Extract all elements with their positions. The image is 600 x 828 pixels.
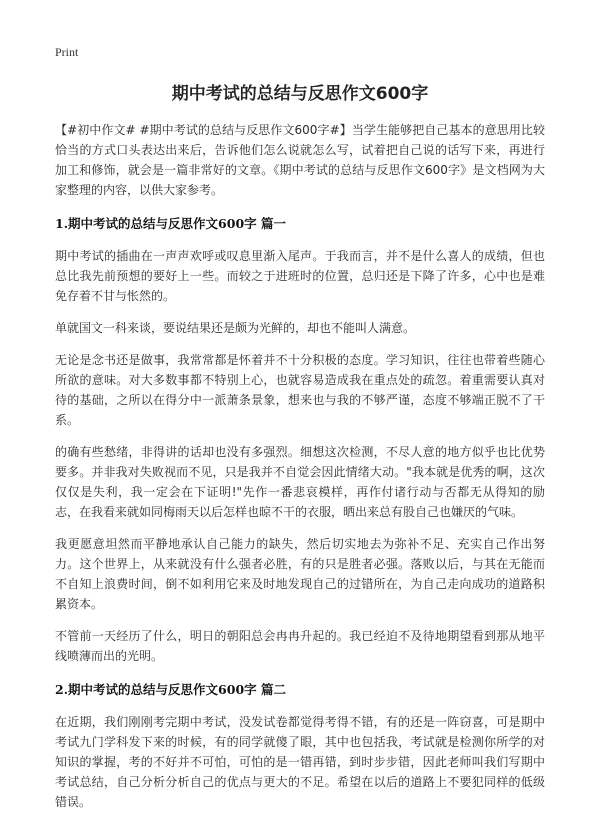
paragraph: 在近期，我们刚刚考完期中考试，没发试卷都觉得考得不错，有的还是一阵窃喜，可是期中考试九门学科发下来的时候，有的同学就傻了眼，其中也包括我，考试就是检测你所学的对知识的掌握，考的不好并不可怕，可怕的是一错再错，到时步步错，因此老师叫我们写期中考试总结，自己分析分析自己的优点与更大的不足。希望在以后的道路上不要犯同样的低级错误。 — [55, 715, 545, 809]
article-body — [55, 120, 545, 824]
paragraph: 的确有些愁绪，非得讲的话却也没有多强烈。细想这次检测，不尽人意的地方似乎也比优势要多。并非我对失败视而不见，只是我并不自觉会因此情绪大动。"我本就是优秀的啊，这次仅仅是失利，我一定会在下证明!"先作一番悲哀模样，再作付诸行动与否都无从得知的励志，在我看来就如同梅雨天以后怎样也晾不干的衣服，晒出来总有股自己也嫌厌的气味。 — [55, 445, 545, 519]
section-1 — [55, 214, 545, 666]
paragraph: 期中考试的插曲在一声声欢呼或叹息里渐入尾声。于我而言，并不是什么喜人的成绩，但也总比我先前预想的要好上一些。而较之于进班时的位置，总归还是下降了许多，心中也是难免存着不甘与怅然的。 — [55, 249, 545, 303]
print-link[interactable]: Print — [55, 45, 79, 59]
intro-paragraph: 【#初中作文# #期中考试的总结与反思作文600字#】当学生能够把自己基本的意思用比较恰当的方式口头表达出来后，告诉他们怎么说就怎么写，试着把自己说的话写下来，再进行加工和修饰，就会是一篇非常好的文章。《期中考试的总结与反思作文600字》是文档网为大家整理的内容，以供大家参考。 — [55, 123, 545, 197]
section-heading: 1.期中考试的总结与反思作文600字 篇一 — [55, 216, 286, 231]
paragraph: 我更愿意坦然而平静地承认自己能力的缺失，然后切实地去为弥补不足、充实自己作出努力。这个世界上，从来就没有什么强者必胜，有的只是胜者必强。落败以后，与其在无能而不自知上浪费时间，倒不如利用它来及时地发现自己的过错所在，为自己走向成功的道路积累资本。 — [55, 537, 545, 611]
paragraph: 单就国文一科来谈，要说结果还是颇为光鲜的，却也不能叫人满意。 — [55, 321, 416, 335]
page-title: 期中考试的总结与反思作文600字 — [171, 84, 429, 104]
section-2 — [55, 680, 545, 812]
paragraph: 无论是念书还是做事，我常常都是怀着并不十分积极的态度。学习知识，往往也带着些随心所欲的意味。对大多数事都不特别上心，也就容易造成我在重点处的疏忽。着重需要认真对待的基础，之所以在得分中一派萧条景象，想来也与我的不够严谨，态度不够端正脱不了干系。 — [55, 353, 545, 427]
section-heading: 2.期中考试的总结与反思作文600字 篇二 — [55, 682, 286, 697]
paragraph: 不管前一天经历了什么，明日的朝阳总会冉冉升起的。我已经迫不及待地期望看到那从地平线喷薄而出的光明。 — [55, 629, 545, 663]
